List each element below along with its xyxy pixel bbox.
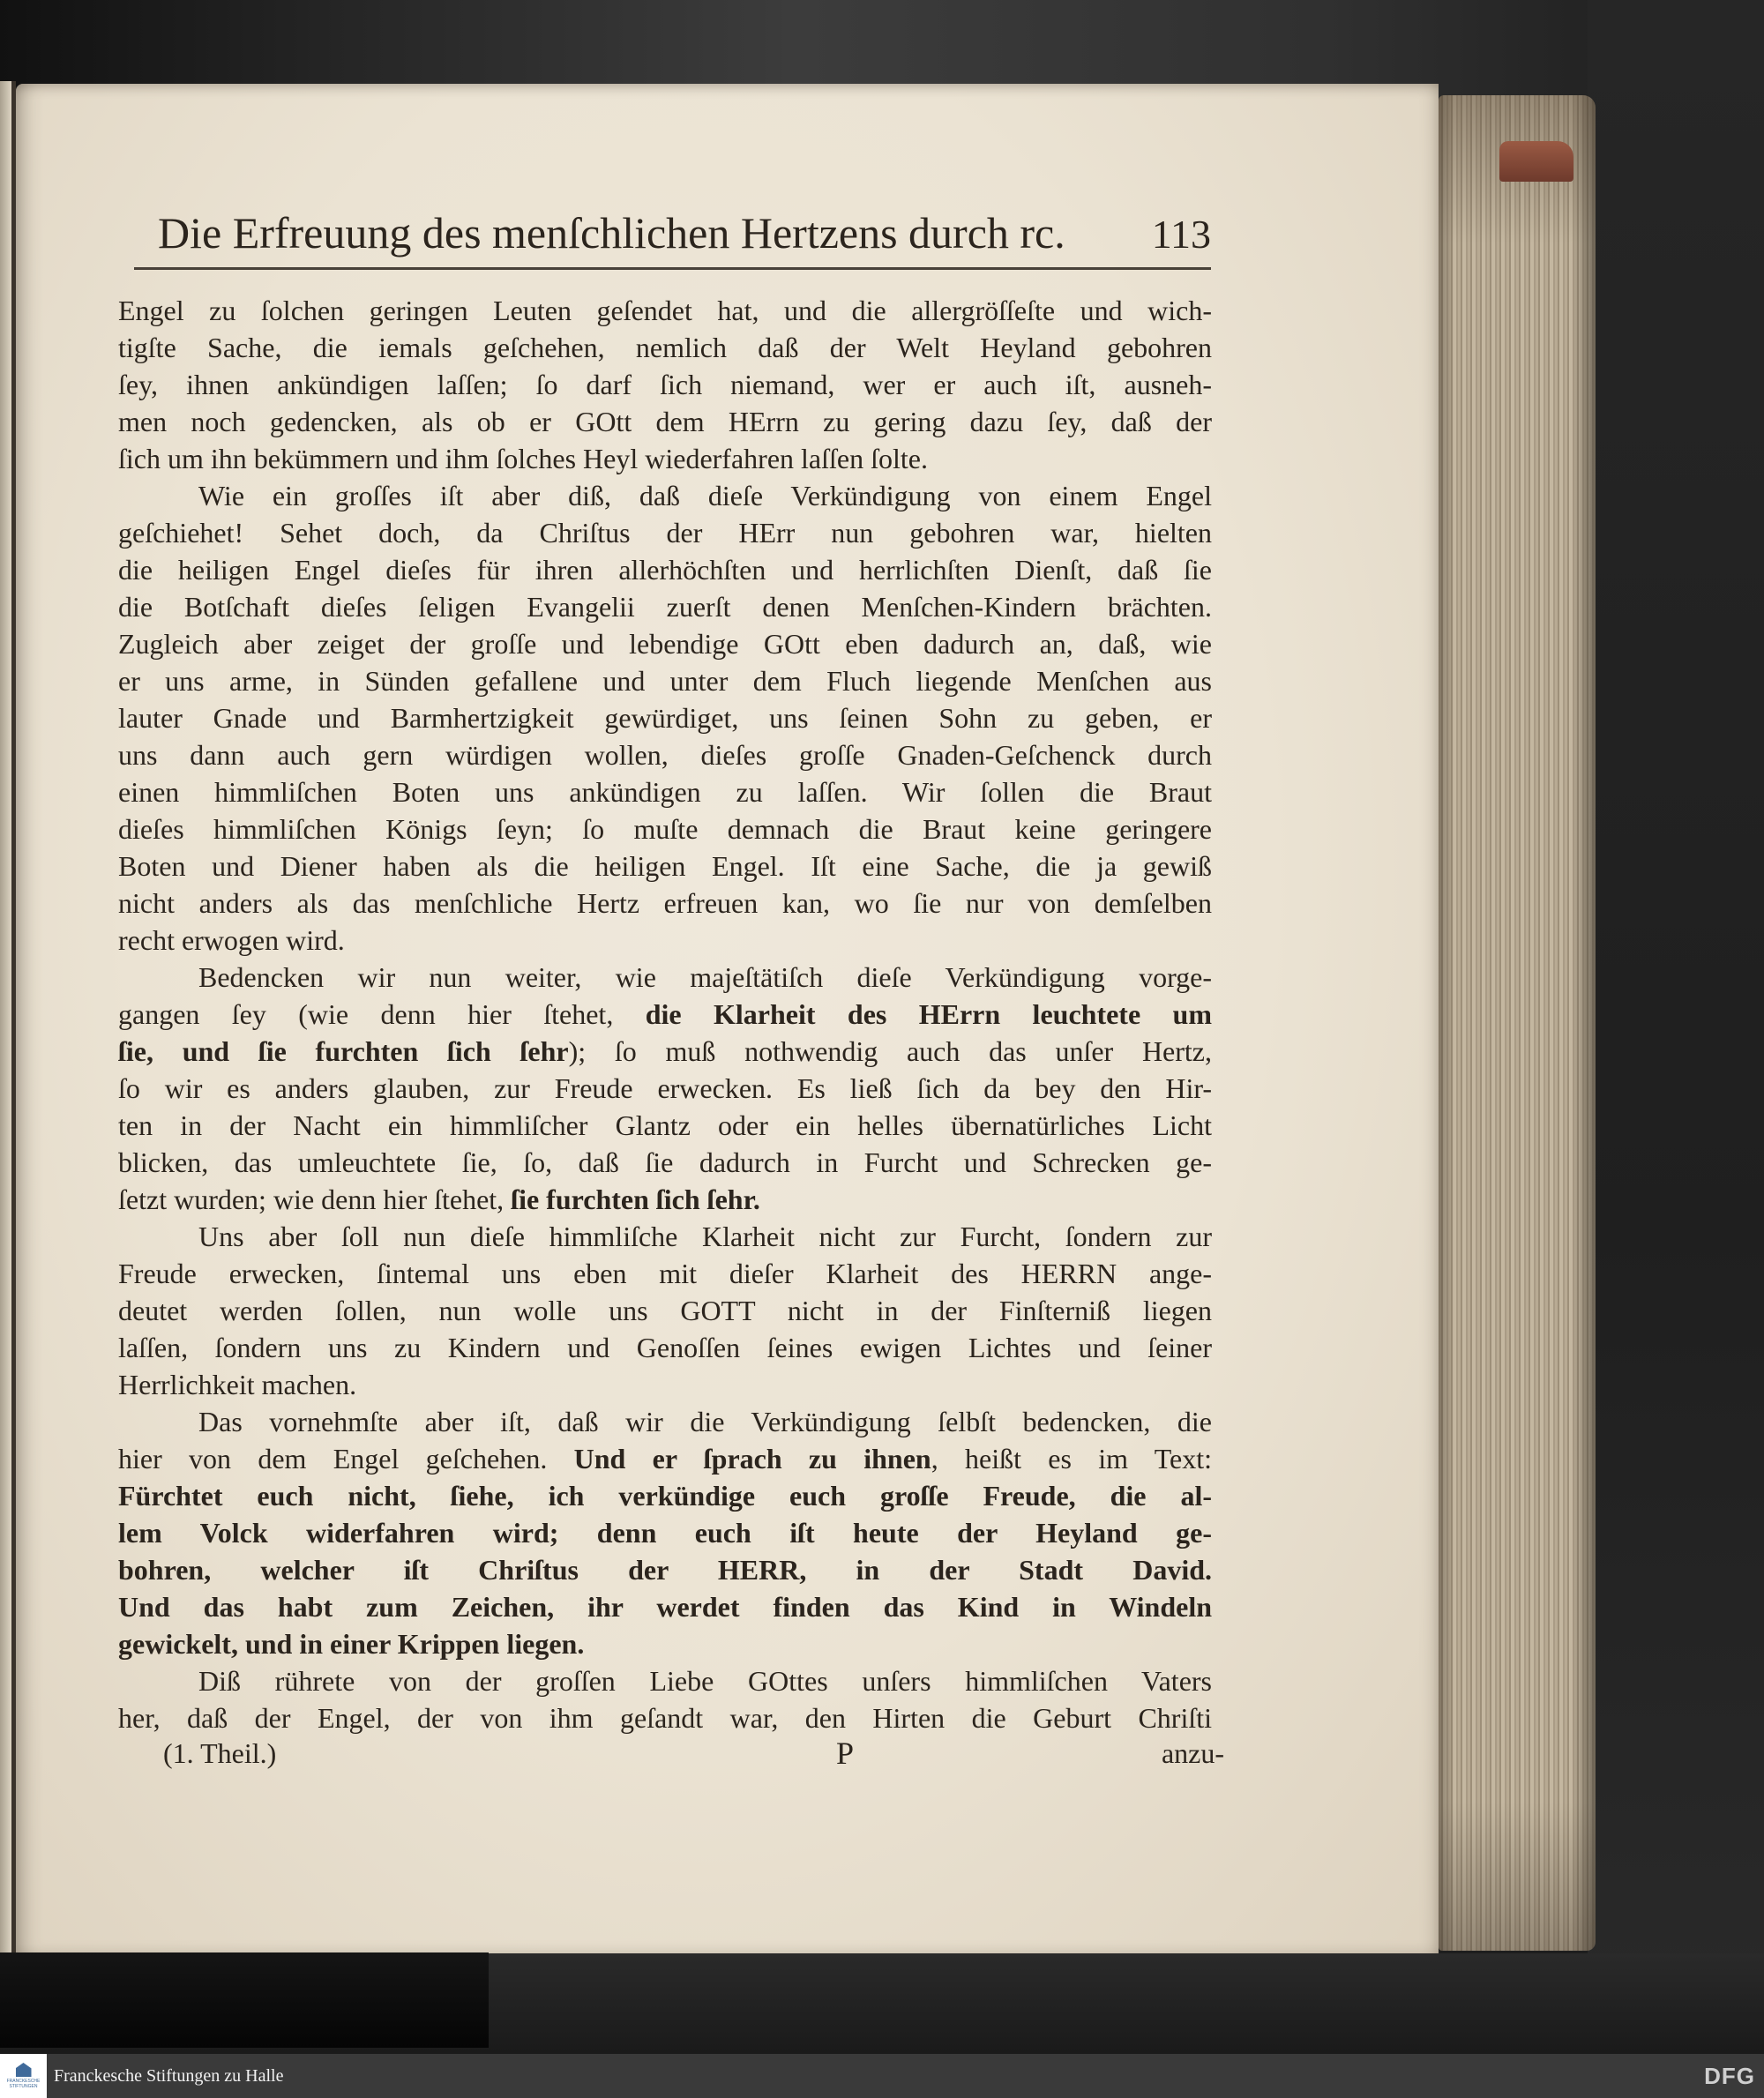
text-segment: die Botſchaft dieſes ſeligen Evangelii zuerſt denen Menſchen-Kindern brächten. <box>118 591 1212 623</box>
text-segment: Herrlichkeit machen. <box>118 1369 357 1400</box>
institution-name: Franckesche Stiftungen zu Halle <box>54 2066 284 2086</box>
text-segment: ſich um ihn bekümmern und ihm ſolches Heyl wiederfahren laſſen ſolte. <box>118 443 928 474</box>
text-line <box>118 1218 1212 1255</box>
paragraph <box>118 959 1212 1218</box>
text-segment: ten in der Nacht ein himmliſcher Glantz oder ein helles übernatürliches Licht <box>118 1109 1212 1141</box>
text-line <box>118 1588 1212 1625</box>
text-segment: Uns aber ſoll nun dieſe himmliſche Klarheit nicht zur Furcht, ſondern zur <box>198 1221 1212 1252</box>
text-line <box>118 477 1212 514</box>
text-line <box>118 810 1212 847</box>
book-page <box>16 84 1439 1953</box>
funder-logo: DFG <box>1704 2063 1755 2089</box>
text-line <box>118 292 1212 329</box>
text-line <box>118 885 1212 922</box>
emphasis-segment: bohren, welcher iſt Chriſtus der HERR, in der Stadt David. <box>118 1554 1212 1586</box>
text-segment: uns dann auch gern würdigen wollen, dieſes groſſe Gnaden-Geſchenck durch <box>118 739 1212 771</box>
text-segment: blicken, das umleuchtete ſie, ſo, daß ſie dadurch in Furcht und Schrecken ge- <box>118 1146 1212 1178</box>
text-segment: laſſen, ſondern uns zu Kindern und Genoſſen ſeines ewigen Lichtes und ſeiner <box>118 1332 1212 1363</box>
text-segment: Boten und Diener haben als die heiligen Engel. Iſt eine Sache, die ja gewiß <box>118 850 1212 882</box>
logo-text: FRANCKESCHE STIFTUNGEN <box>6 2079 41 2089</box>
text-line <box>118 1551 1212 1588</box>
building-icon <box>16 2063 32 2077</box>
book-fore-edge <box>1439 95 1596 1951</box>
text-segment: gangen ſey (wie denn hier ſtehet, <box>118 998 646 1030</box>
text-line <box>118 1144 1212 1181</box>
paragraph <box>118 1403 1212 1662</box>
emphasis-segment: Und er ſprach zu ihnen <box>573 1443 931 1475</box>
text-segment: Freude erwecken, ſintemal uns eben mit dieſer Klarheit des HERRN ange- <box>118 1258 1212 1289</box>
text-line <box>118 736 1212 773</box>
text-line <box>118 1329 1212 1366</box>
text-segment: deutet werden ſollen, nun wolle uns GOTT nicht in der Finſterniß liegen <box>118 1295 1212 1326</box>
text-line <box>118 1440 1212 1477</box>
text-line <box>118 959 1212 996</box>
text-segment: recht erwogen wird. <box>118 924 345 956</box>
cover-board <box>1499 141 1573 182</box>
text-segment: ſo wir es anders glauben, zur Freude erwecken. Es ließ ſich da bey den Hir- <box>118 1072 1212 1104</box>
text-segment: Das vornehmſte aber iſt, daß wir die Verkündigung ſelbſt bedencken, die <box>198 1406 1212 1437</box>
text-segment: Wie ein groſſes iſt aber diß, daß dieſe Verkündigung von einem Engel <box>198 480 1212 511</box>
text-line <box>118 1625 1212 1662</box>
text-segment: her, daß der Engel, der von ihm geſandt war, den Hirten die Geburt Chriſti <box>118 1702 1212 1734</box>
catchword: anzu- <box>1161 1737 1224 1769</box>
text-segment: tigſte Sache, die iemals geſchehen, nemlich daß der Welt Heyland gebohren <box>118 332 1212 363</box>
background-right <box>1588 0 1764 2055</box>
text-line <box>118 1292 1212 1329</box>
text-line <box>118 625 1212 662</box>
text-line <box>118 403 1212 440</box>
text-segment: ); ſo muß nothwendig auch das unſer Hertz, <box>568 1035 1213 1067</box>
text-line <box>118 1662 1212 1699</box>
emphasis-segment: Fürchtet euch nicht, ſiehe, ich verkündige euch groſſe Freude, die al- <box>118 1480 1212 1512</box>
text-line <box>118 514 1212 551</box>
text-line <box>118 1181 1212 1218</box>
emphasis-segment: ſie, und ſie furchten ſich ſehr <box>118 1035 569 1067</box>
text-line <box>118 1477 1212 1514</box>
signature: (1. Theil.) <box>163 1737 277 1769</box>
credit-bar <box>0 2054 1764 2098</box>
text-line <box>118 440 1212 477</box>
emphasis-segment: die Klarheit des HErrn leuchtete um <box>645 998 1213 1030</box>
text-segment: er uns arme, in Sünden gefallene und unter dem Fluch liegende Menſchen aus <box>118 665 1212 697</box>
text-segment: men noch gedencken, als ob er GOtt dem HErrn zu gering dazu ſey, daß der <box>118 406 1212 437</box>
text-segment: nicht anders als das menſchliche Hertz erfreuen kan, wo ſie nur von demſelben <box>118 887 1212 919</box>
text-segment: Diß rührete von der groſſen Liebe GOttes unſers himmliſchen Vaters <box>198 1665 1212 1697</box>
text-line <box>118 1070 1212 1107</box>
signature-mark: P <box>836 1736 855 1771</box>
text-segment: Zugleich aber zeiget der groſſe und lebendige GOtt eben dadurch an, daß, wie <box>118 628 1212 660</box>
text-segment: ſetzt wurden; wie denn hier ſtehet, <box>118 1183 512 1215</box>
text-line <box>118 1514 1212 1551</box>
text-segment: Bedencken wir nun weiter, wie majeſtätiſch dieſe Verkündigung vorge- <box>198 961 1212 993</box>
bottom-clamp <box>0 1952 489 2048</box>
running-head-title: Die Erfreuung des menſchlichen Hertzens durch rc. <box>158 208 1065 258</box>
paragraph <box>118 292 1212 477</box>
text-line <box>118 1699 1212 1736</box>
paragraph <box>118 1662 1212 1736</box>
emphasis-segment: gewickelt, und in einer Krippen liegen. <box>118 1628 585 1660</box>
paragraph <box>118 477 1212 959</box>
text-segment: die heiligen Engel dieſes für ihren allerhöchſten und herrlichſten Dienſt, daß ſie <box>118 554 1212 586</box>
text-line <box>118 1107 1212 1144</box>
body-text <box>118 292 1212 1736</box>
text-line <box>118 1033 1212 1070</box>
page-number: 113 <box>1151 212 1211 257</box>
text-line <box>118 773 1212 810</box>
text-line <box>118 662 1212 699</box>
text-line <box>118 1366 1212 1403</box>
text-segment: , heißt es im Text: <box>931 1443 1213 1475</box>
running-head <box>134 207 1211 264</box>
text-segment: dieſes himmliſchen Königs ſeyn; ſo muſte demnach die Braut keine geringere <box>118 813 1212 845</box>
text-segment: einen himmliſchen Boten uns ankündigen zu laſſen. Wir ſollen die Braut <box>118 776 1212 808</box>
text-line <box>118 551 1212 588</box>
text-line <box>118 329 1212 366</box>
text-line <box>118 1255 1212 1292</box>
emphasis-segment: ſie furchten ſich ſehr. <box>511 1183 760 1215</box>
head-rule <box>134 267 1211 270</box>
text-line <box>118 847 1212 885</box>
text-segment: lauter Gnade und Barmhertzigkeit gewürdiget, uns ſeinen Sohn zu geben, er <box>118 702 1212 734</box>
paragraph <box>118 1218 1212 1403</box>
text-segment: ſey, ihnen ankündigen laſſen; ſo darf ſich niemand, wer er auch iſt, ausneh- <box>118 369 1212 400</box>
page-footer <box>118 1735 1224 1772</box>
emphasis-segment: lem Volck widerfahren wird; denn euch iſt heute der Heyland ge- <box>118 1517 1212 1549</box>
text-segment: hier von dem Engel geſchehen. <box>118 1443 574 1475</box>
facing-page-edge <box>0 81 11 1956</box>
text-segment: Engel zu ſolchen geringen Leuten geſendet hat, und die allergröſſeſte und wich- <box>118 295 1212 326</box>
text-line <box>118 922 1212 959</box>
emphasis-segment: Und das habt zum Zeichen, ihr werdet finden das Kind in Windeln <box>118 1591 1212 1623</box>
text-line <box>118 699 1212 736</box>
text-line <box>118 366 1212 403</box>
text-line <box>118 1403 1212 1440</box>
text-line <box>118 996 1212 1033</box>
text-segment: geſchiehet! Sehet doch, da Chriſtus der HErr nun gebohren war, hielten <box>118 517 1212 549</box>
text-line <box>118 588 1212 625</box>
institution-logo <box>0 2054 47 2098</box>
